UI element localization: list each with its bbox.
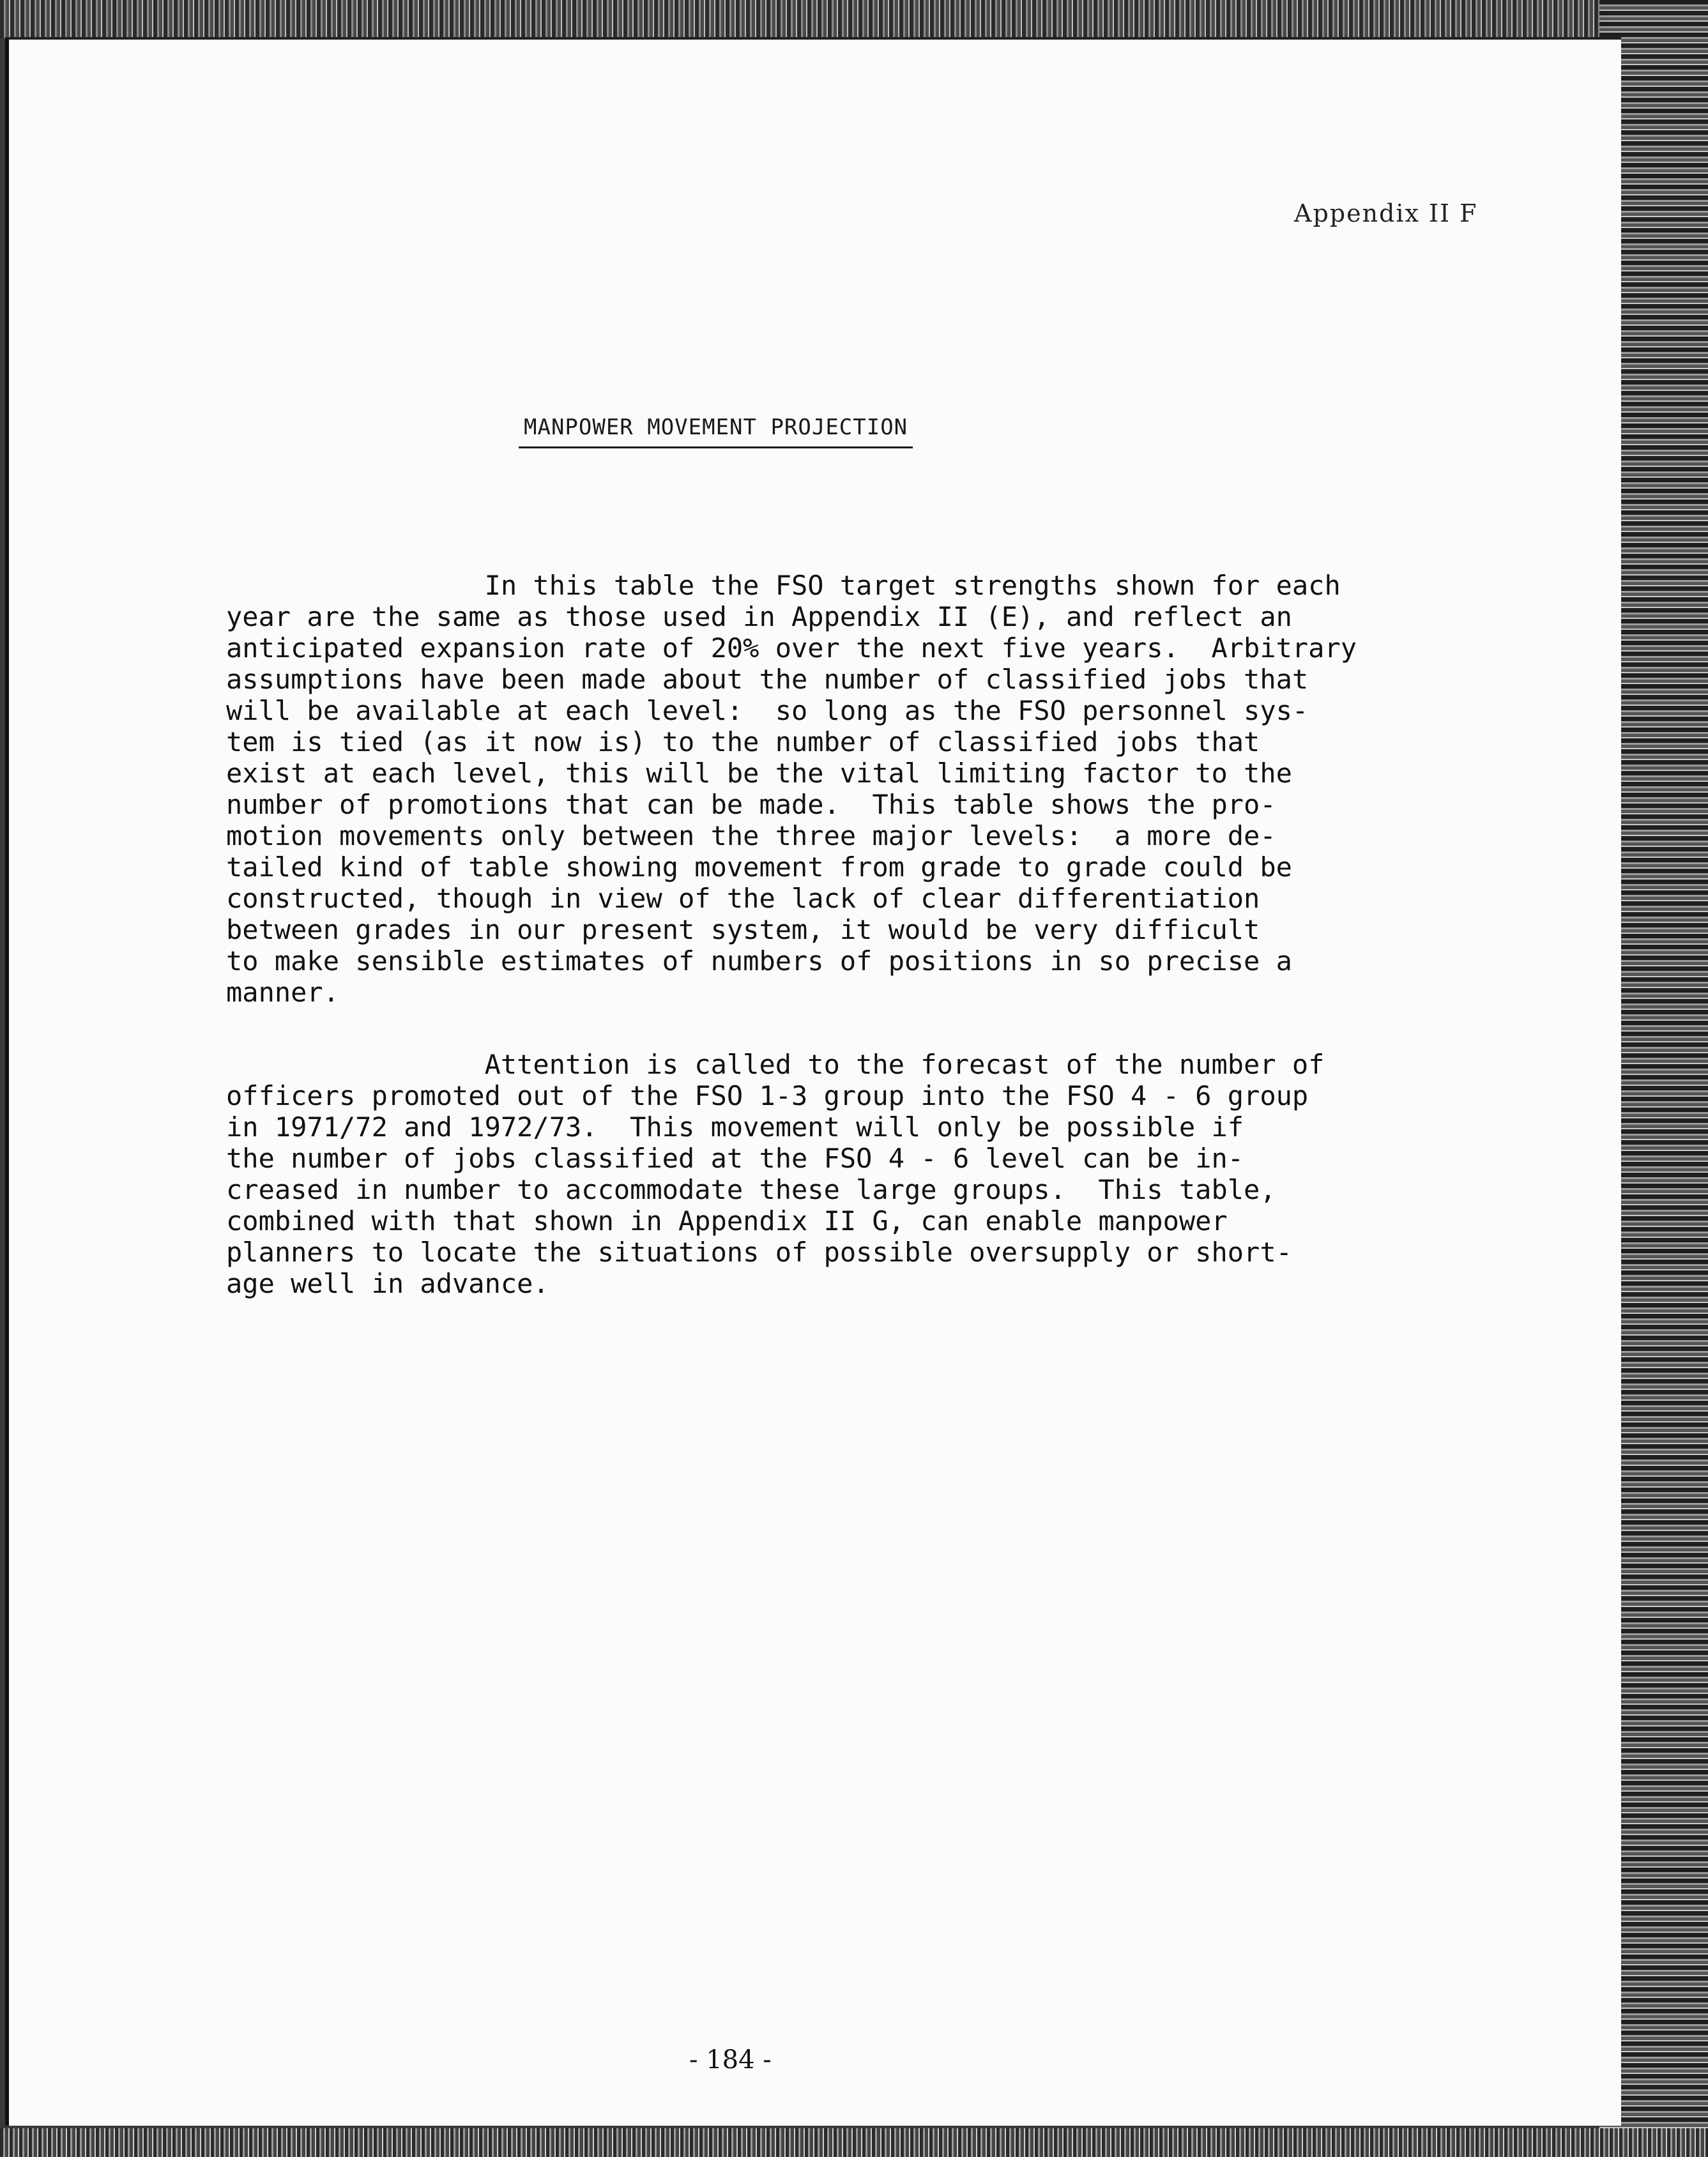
paragraph-1: In this table the FSO target strengths shown for each year are the same as those used in Appendix II (E), and reflect an anticipated expansion rate of 20% over the next five years. Arbitrary assumptions have been made about the number of classified jobs that will be available at each level: so long as the FSO personnel sys- tem is tied (as it now is) to the number of classified jobs that exist at each level, this will be the vital limiting factor to the number of promotions that can be made. This table shows the pro- motion movements only between the three major levels: a more de- tailed kind of table showing movement from grade to grade could be constructed, though in view of the lack of clear differentiation between grades in our present system, it would be very difficult to make sensible estimates of numbers of positions in so precise a manner. bbox=[226, 570, 1357, 1008]
page-number: - 184 - bbox=[689, 2045, 772, 2075]
scan-edge-bottom bbox=[0, 2128, 1708, 2157]
scan-edge-top bbox=[0, 0, 1708, 38]
document-page bbox=[5, 37, 1621, 2126]
appendix-label: Appendix II F bbox=[1294, 199, 1478, 227]
document-title: MANPOWER MOVEMENT PROJECTION bbox=[519, 415, 913, 448]
paragraph-2: Attention is called to the forecast of the number of officers promoted out of the FSO 1-3 group into the FSO 4 - 6 group in 1971/72 and 1972/73. This movement will only be possible if the number of jobs classified at the FSO 4 - 6 level can be in- creased in number to accommodate these large groups. This table, combined with that shown in Appendix II G, can enable manpower planners to locate the situations of possible oversupply or short- age well in advance. bbox=[226, 1049, 1325, 1299]
